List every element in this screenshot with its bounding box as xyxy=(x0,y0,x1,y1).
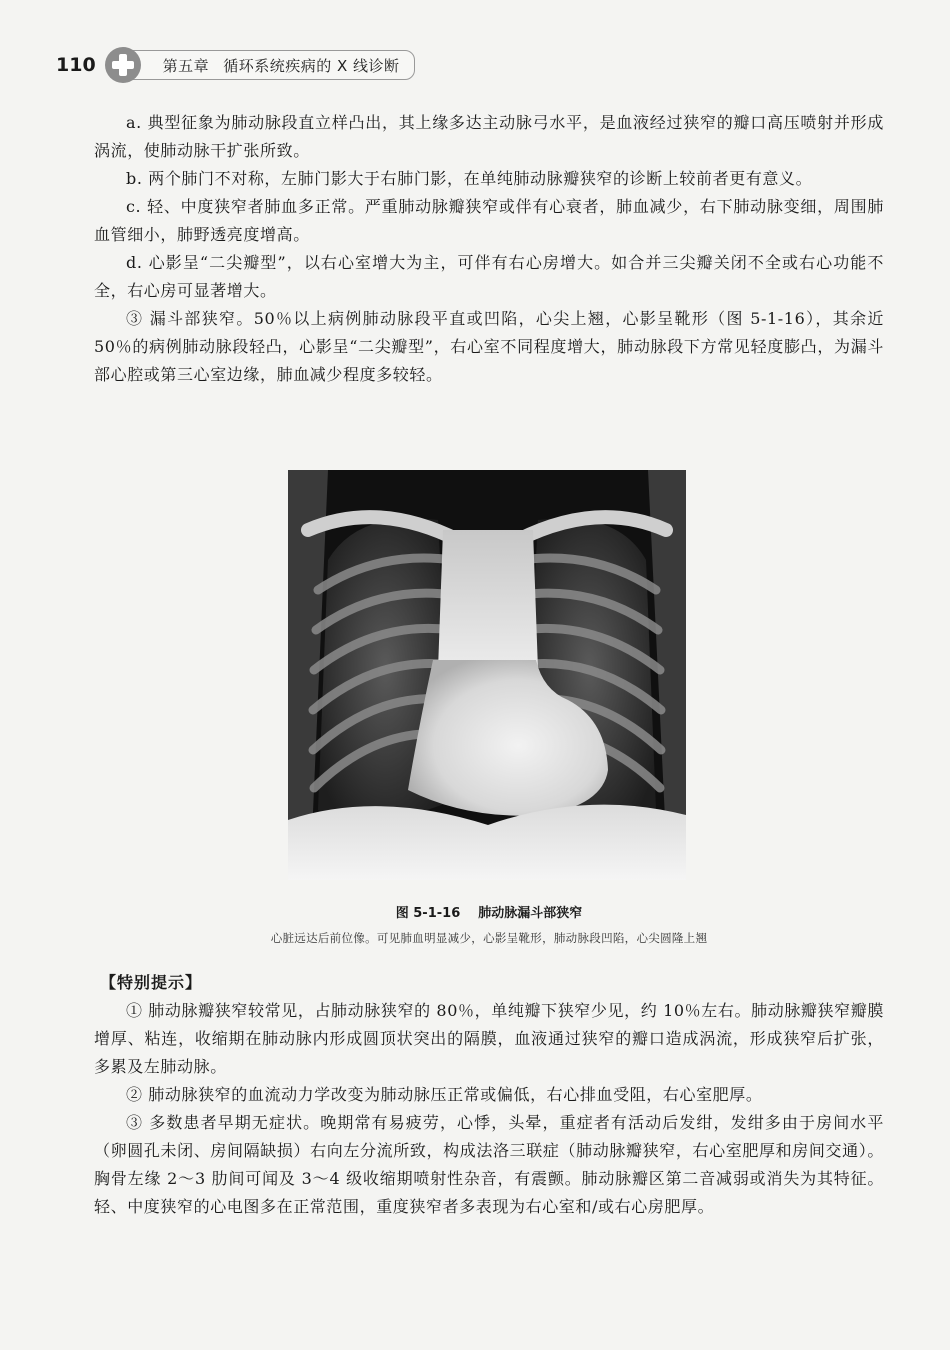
figure-number: 图 5-1-16 xyxy=(395,906,461,921)
tip-paragraph-1: ① 肺动脉瓣狭窄较常见，占肺动脉狭窄的 80％，单纯瓣下狭窄少见，约 10％左右。肺动脉瓣狭窄瓣膜增厚、粘连，收缩期在肺动脉内形成圆顶状突出的隔膜，血液通过狭窄的瓣口造成涡流，形成狭窄后扩张，多累及左肺动脉。 xyxy=(94,1001,884,1076)
tip-paragraph-3: ③ 多数患者早期无症状。晚期常有易疲劳，心悸，头晕，重症者有活动后发绀，发绀多由于房间水平（卵圆孔未闭、房间隔缺损）右向左分流所致，构成法洛三联症（肺动脉瓣狭窄，右心室肥厚和房间交通）。胸骨左缘 2～3 肋间可闻及 3～4 级收缩期喷射性杂音，有震颤。肺动脉瓣区第二音减弱或消失为其特征。轻、中度狭窄的心电图多在正常范围，重度狭窄者多表现为右心室和/或右心房肥厚。 xyxy=(94,1113,884,1216)
page-header xyxy=(56,48,415,82)
upper-text-block xyxy=(94,109,884,389)
figure-description: 心脏远达后前位像。可见肺血明显减少，心影呈靴形，肺动脉段凹陷，心尖圆隆上翘 xyxy=(270,931,708,945)
figure-caption xyxy=(94,902,884,921)
chapter-heading xyxy=(163,55,400,76)
special-tip-text-block xyxy=(94,997,884,1221)
chest-xray-image xyxy=(288,470,686,880)
figure-title: 肺动脉漏斗部狭窄 xyxy=(478,906,583,921)
paragraph-infundibular: ③ 漏斗部狭窄。50％以上病例肺动脉段平直或凹陷，心尖上翘，心影呈靴形（图 5-1-16），其余近 50％的病例肺动脉段轻凸，心影呈“二尖瓣型”，右心室不同程度增大，肺动脉段下方常见轻度膨凸，为漏斗部心腔或第三心室边缘，肺血减少程度多较轻。 xyxy=(94,309,884,384)
plus-icon xyxy=(105,47,141,83)
paragraph-c: c. 轻、中度狭窄者肺血多正常。严重肺动脉瓣狭窄或伴有心衰者，肺血减少，右下肺动脉变细，周围肺血管细小，肺野透亮度增高。 xyxy=(94,197,884,244)
page-number: 110 xyxy=(56,54,96,76)
chapter-title: 循环系统疾病的 X 线诊断 xyxy=(223,56,400,75)
paragraph-a: a. 典型征象为肺动脉段直立样凸出，其上缘多达主动脉弓水平，是血液经过狭窄的瓣口高压喷射并形成涡流，使肺动脉干扩张所致。 xyxy=(94,113,884,160)
paragraph-b: b. 两个肺门不对称，左肺门影大于右肺门影，在单纯肺动脉瓣狭窄的诊断上较前者更有意义。 xyxy=(126,169,813,188)
paragraph-d: d. 心影呈“二尖瓣型”，以右心室增大为主，可伴有右心房增大。如合并三尖瓣关闭不全或右心功能不全，右心房可显著增大。 xyxy=(94,253,884,300)
chapter-label: 第五章 xyxy=(162,56,210,75)
chapter-banner xyxy=(120,50,415,80)
special-tip-heading: 【特别提示】 xyxy=(100,973,203,992)
tip-paragraph-2: ② 肺动脉狭窄的血流动力学改变为肺动脉压正常或偏低，右心排血受阻，右心室肥厚。 xyxy=(126,1085,763,1104)
